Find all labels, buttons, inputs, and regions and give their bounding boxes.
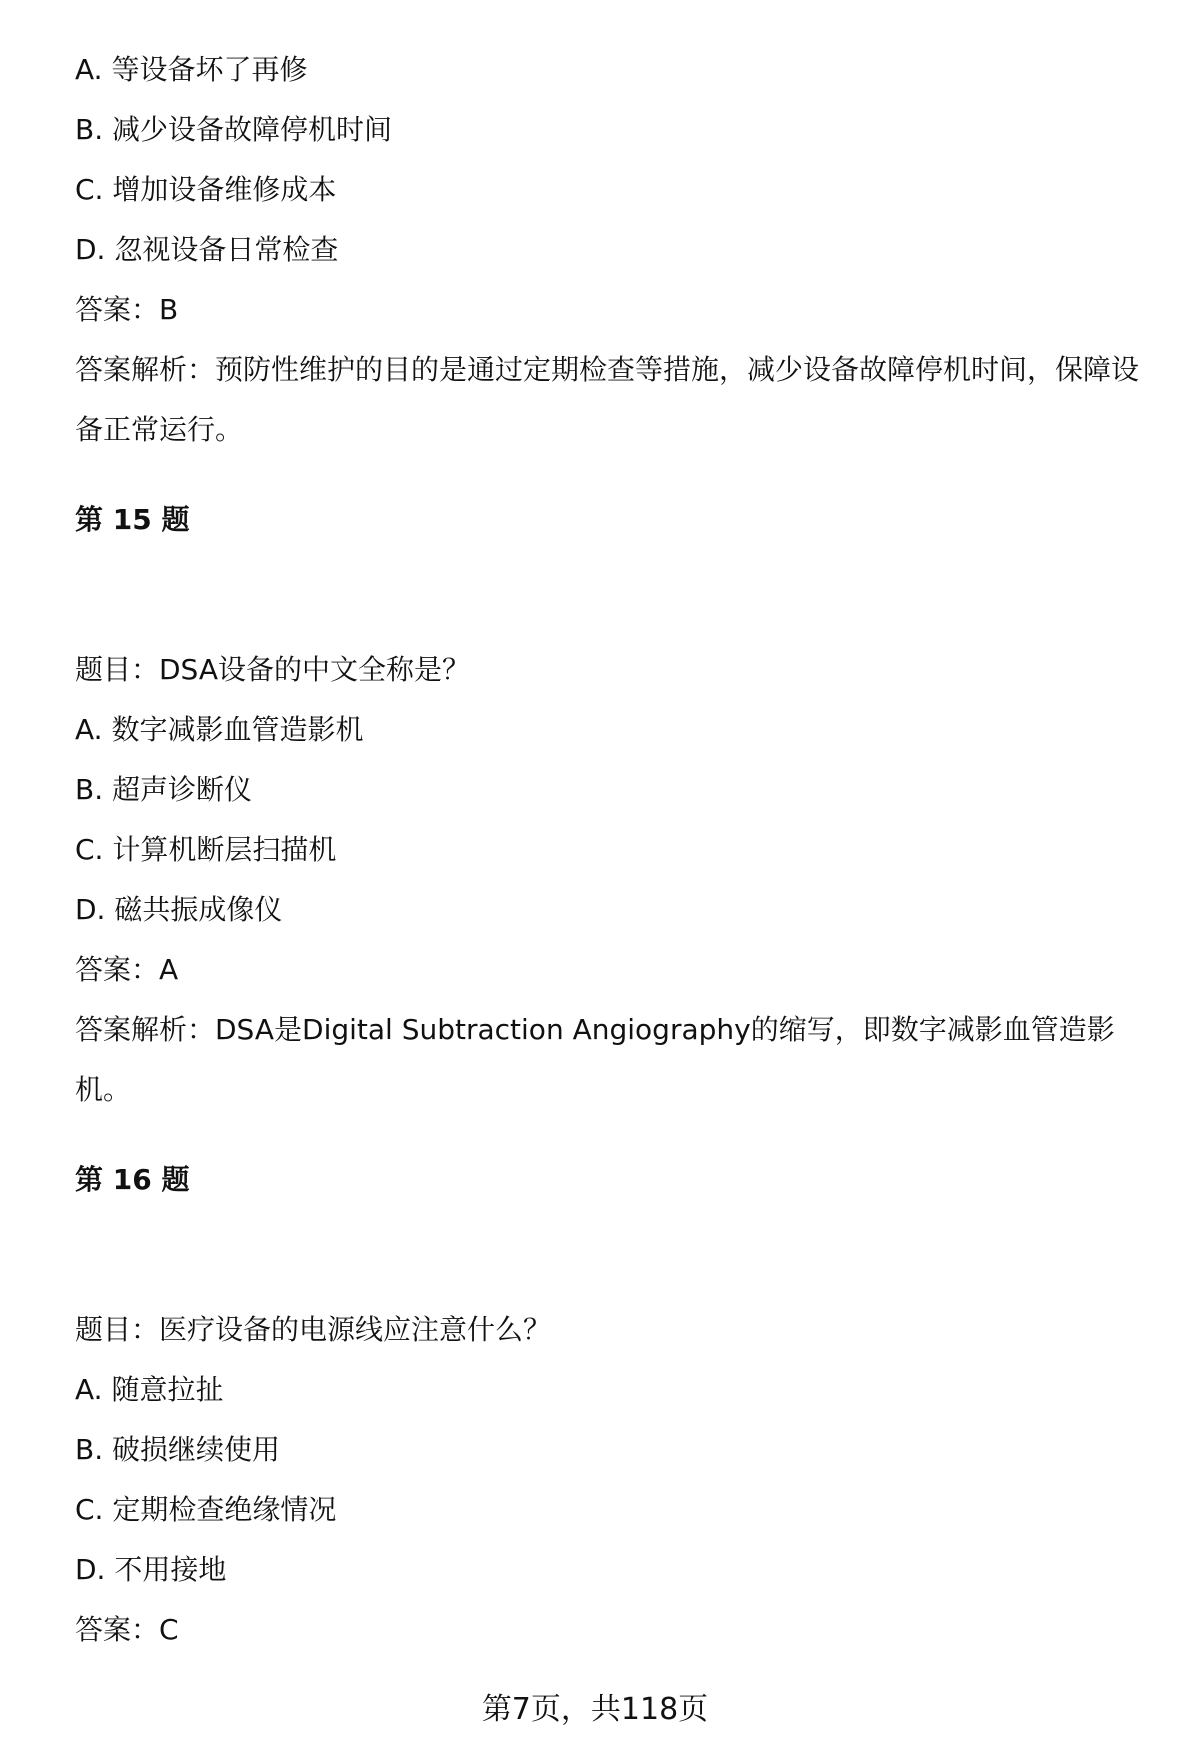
q16-question: 题目：医疗设备的电源线应注意什么？ [75,1313,552,1346]
q14-option-d: D. 忽视设备日常检查 [75,233,339,266]
q15-question: 题目：DSA设备的中文全称是？ [75,653,471,686]
q16-heading: 第 16 题 [75,1163,190,1196]
q14-option-c: C. 增加设备维修成本 [75,173,337,206]
q16-option-a: A. 随意拉扯 [75,1373,224,1406]
page-content [75,40,1165,1660]
page-number-footer: 第7页，共118页 [481,1692,709,1727]
q15-option-c: C. 计算机断层扫描机 [75,833,337,866]
q14-option-b: B. 减少设备故障停机时间 [75,113,393,146]
q14-answer: 答案：B [75,293,179,326]
q16-answer: 答案：C [75,1613,179,1646]
q16-option-d: D. 不用接地 [75,1553,227,1586]
q15-option-a: A. 数字减影血管造影机 [75,713,364,746]
q15-heading: 第 15 题 [75,503,190,536]
q16-option-c: C. 定期检查绝缘情况 [75,1493,337,1526]
q15-analysis: 答案解析：DSA是Digital Subtraction Angiography的缩写，即数字减影血管造影机。 [75,1013,1115,1106]
q15-option-d: D. 磁共振成像仪 [75,893,283,926]
q15-answer: 答案：A [75,953,179,986]
q16-option-b: B. 破损继续使用 [75,1433,281,1466]
q15-option-b: B. 超声诊断仪 [75,773,253,806]
q14-option-a: A. 等设备坏了再修 [75,53,308,86]
q14-analysis: 答案解析：预防性维护的目的是通过定期检查等措施，减少设备故障停机时间，保障设备正常运行。 [75,353,1140,446]
